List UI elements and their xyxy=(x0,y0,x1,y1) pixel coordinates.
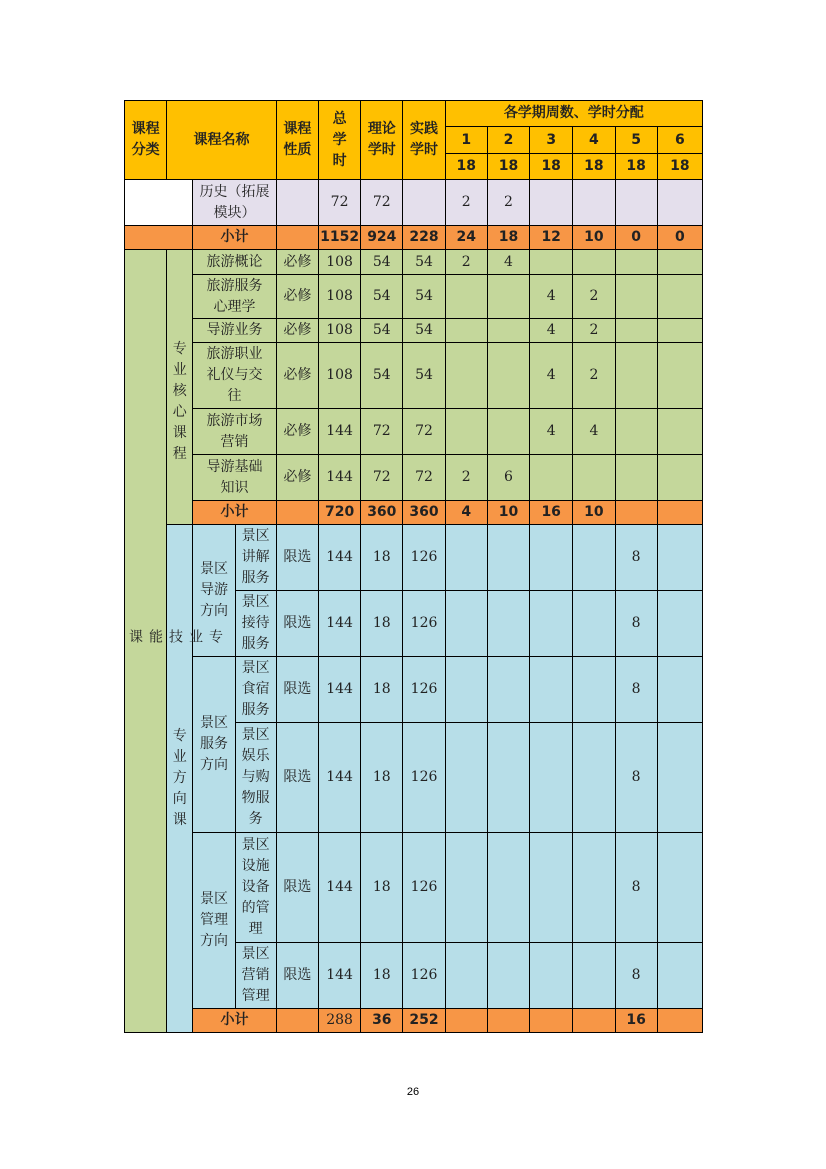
course-total: 108 xyxy=(318,319,360,343)
header-semester-distribution: 各学期周数、学时分配 xyxy=(445,101,702,127)
course-name: 景区 营销 管理 xyxy=(235,943,276,1009)
course-theory: 54 xyxy=(361,275,403,319)
subtotal-sem-1: 4 xyxy=(445,501,487,525)
sem-2: 2 xyxy=(487,180,529,226)
course-theory: 72 xyxy=(361,455,403,501)
course-nature: 限选 xyxy=(276,943,318,1009)
course-total: 108 xyxy=(318,275,360,319)
course-theory: 18 xyxy=(361,657,403,723)
course-total: 144 xyxy=(318,409,360,455)
semester-number: 3 xyxy=(530,127,573,154)
semester-number: 1 xyxy=(445,127,487,154)
direction-label: 景区 导游 方向 xyxy=(193,525,235,657)
table-row: 专 业 技 能 课 专 业 核 心 课 程 旅游概论 必修 108 54 54 2 4 xyxy=(125,250,703,275)
course-total: 144 xyxy=(318,591,360,657)
subtotal-theory: 360 xyxy=(361,501,403,525)
subtotal-theory: 36 xyxy=(361,1009,403,1033)
subtotal-total: 1152 xyxy=(318,226,360,250)
course-practice: 126 xyxy=(403,657,445,723)
table-row: 导游业务 必修 108 54 54 4 2 xyxy=(125,319,703,343)
curriculum-table xyxy=(124,100,703,1033)
course-name: 景区 设施 设备 的管 理 xyxy=(235,833,276,943)
course-name: 旅游服务 心理学 xyxy=(193,275,276,319)
semester-number: 5 xyxy=(615,127,657,154)
semester-number: 2 xyxy=(487,127,529,154)
course-name: 导游业务 xyxy=(193,319,276,343)
course-practice: 126 xyxy=(403,723,445,833)
semester-weeks: 18 xyxy=(487,154,529,180)
course-total: 72 xyxy=(318,180,360,226)
subtotal-sem-3: 12 xyxy=(530,226,573,250)
sem-1: 2 xyxy=(445,180,487,226)
subtotal-row xyxy=(125,226,703,250)
course-practice: 72 xyxy=(403,409,445,455)
header-course-name: 课程名称 xyxy=(167,101,277,180)
course-theory: 54 xyxy=(361,319,403,343)
course-nature: 必修 xyxy=(276,409,318,455)
course-nature: 限选 xyxy=(276,723,318,833)
course-nature xyxy=(276,180,318,226)
core-course-group: 专 业 核 心 课 程 xyxy=(167,250,193,525)
semester-weeks: 18 xyxy=(445,154,487,180)
subtotal-sem-4: 10 xyxy=(573,226,615,250)
course-practice: 72 xyxy=(403,455,445,501)
course-practice: 54 xyxy=(403,319,445,343)
course-practice: 54 xyxy=(403,343,445,409)
course-name: 旅游职业 礼仪与交 往 xyxy=(193,343,276,409)
course-total: 144 xyxy=(318,657,360,723)
table-row xyxy=(125,180,703,226)
course-nature: 限选 xyxy=(276,591,318,657)
subtotal-practice: 228 xyxy=(403,226,445,250)
table-row: 旅游市场 营销 必修 144 72 72 4 4 xyxy=(125,409,703,455)
course-practice: 54 xyxy=(403,275,445,319)
course-theory: 54 xyxy=(361,250,403,275)
course-nature: 必修 xyxy=(276,250,318,275)
empty-cell xyxy=(125,180,193,226)
semester-weeks: 18 xyxy=(530,154,573,180)
header-nature: 课程 性质 xyxy=(276,101,318,180)
course-theory: 72 xyxy=(361,180,403,226)
table-row: 景区 娱乐 与购 物服 务 限选 144 18 126 8 xyxy=(125,723,703,833)
semester-number: 4 xyxy=(573,127,615,154)
direction-label: 景区 服务 方向 xyxy=(193,657,235,833)
semester-weeks: 18 xyxy=(573,154,615,180)
course-name: 历史（拓展 模块） xyxy=(193,180,276,226)
course-nature: 必修 xyxy=(276,275,318,319)
subtotal-practice: 360 xyxy=(403,501,445,525)
direction-label: 景区 管理 方向 xyxy=(193,833,235,1009)
direction-course-group: 专 业 方 向 课 xyxy=(167,525,193,1033)
course-name: 导游基础 知识 xyxy=(193,455,276,501)
subtotal-total: 720 xyxy=(318,501,360,525)
course-theory: 18 xyxy=(361,833,403,943)
table-row: 景区 服务 方向 景区 食宿 服务 限选 144 18 126 8 xyxy=(125,657,703,723)
course-theory: 54 xyxy=(361,343,403,409)
table-row: 景区 管理 方向 景区 设施 设备 的管 理 限选 144 18 126 8 xyxy=(125,833,703,943)
course-theory: 18 xyxy=(361,943,403,1009)
table-row: 旅游职业 礼仪与交 往 必修 108 54 54 4 2 xyxy=(125,343,703,409)
table-row: 旅游服务 心理学 必修 108 54 54 4 2 xyxy=(125,275,703,319)
course-theory: 72 xyxy=(361,409,403,455)
course-name: 旅游概论 xyxy=(193,250,276,275)
subtotal-sem-6: 0 xyxy=(657,226,702,250)
course-theory: 18 xyxy=(361,723,403,833)
subtotal-label: 小计 xyxy=(193,226,276,250)
subtotal-sem-3: 16 xyxy=(530,501,573,525)
course-theory: 18 xyxy=(361,591,403,657)
course-name: 景区 讲解 服务 xyxy=(235,525,276,591)
course-name: 景区 食宿 服务 xyxy=(235,657,276,723)
course-nature: 限选 xyxy=(276,833,318,943)
course-name: 旅游市场 营销 xyxy=(193,409,276,455)
subtotal-row xyxy=(125,501,703,525)
semester-number: 6 xyxy=(657,127,702,154)
course-practice: 126 xyxy=(403,591,445,657)
course-practice: 126 xyxy=(403,833,445,943)
subtotal-sem-5: 16 xyxy=(615,1009,657,1033)
semester-weeks: 18 xyxy=(615,154,657,180)
subtotal-sem-1: 24 xyxy=(445,226,487,250)
subtotal-row xyxy=(125,1009,703,1033)
course-name: 景区 接待 服务 xyxy=(235,591,276,657)
subtotal-label: 小计 xyxy=(193,1009,276,1033)
page-number: 26 xyxy=(406,1086,420,1098)
semester-weeks: 18 xyxy=(657,154,702,180)
course-total: 108 xyxy=(318,250,360,275)
course-total: 144 xyxy=(318,723,360,833)
subtotal-sem-4: 10 xyxy=(573,501,615,525)
header-practice-hours: 实践 学时 xyxy=(403,101,445,180)
course-practice: 126 xyxy=(403,525,445,591)
course-total: 144 xyxy=(318,833,360,943)
course-practice xyxy=(403,180,445,226)
course-total: 144 xyxy=(318,455,360,501)
professional-skill-category: 专 业 技 能 课 xyxy=(125,250,167,1033)
subtotal-sem-2: 18 xyxy=(487,226,529,250)
subtotal-total: 288 xyxy=(318,1009,360,1033)
subtotal-label: 小计 xyxy=(193,501,276,525)
subtotal-sem-5: 0 xyxy=(615,226,657,250)
subtotal-practice: 252 xyxy=(403,1009,445,1033)
course-nature: 限选 xyxy=(276,657,318,723)
table-row: 景区 接待 服务 限选 144 18 126 8 xyxy=(125,591,703,657)
subtotal-sem-2: 10 xyxy=(487,501,529,525)
course-nature: 必修 xyxy=(276,343,318,409)
subtotal-theory: 924 xyxy=(361,226,403,250)
course-nature: 限选 xyxy=(276,525,318,591)
header-total-hours: 总 学 时 xyxy=(318,101,360,180)
table-row: 景区 营销 管理 限选 144 18 126 8 xyxy=(125,943,703,1009)
header-theory-hours: 理论 学时 xyxy=(361,101,403,180)
course-total: 144 xyxy=(318,943,360,1009)
table-row: 导游基础 知识 必修 144 72 72 2 6 xyxy=(125,455,703,501)
table-row: 专 业 方 向 课 景区 导游 方向 景区 讲解 服务 限选 144 18 126 8 xyxy=(125,525,703,591)
course-practice: 126 xyxy=(403,943,445,1009)
course-practice: 54 xyxy=(403,250,445,275)
course-theory: 18 xyxy=(361,525,403,591)
course-nature: 必修 xyxy=(276,319,318,343)
course-total: 108 xyxy=(318,343,360,409)
course-total: 144 xyxy=(318,525,360,591)
course-nature: 必修 xyxy=(276,455,318,501)
header-category: 课程 分类 xyxy=(125,101,167,180)
course-name: 景区 娱乐 与购 物服 务 xyxy=(235,723,276,833)
